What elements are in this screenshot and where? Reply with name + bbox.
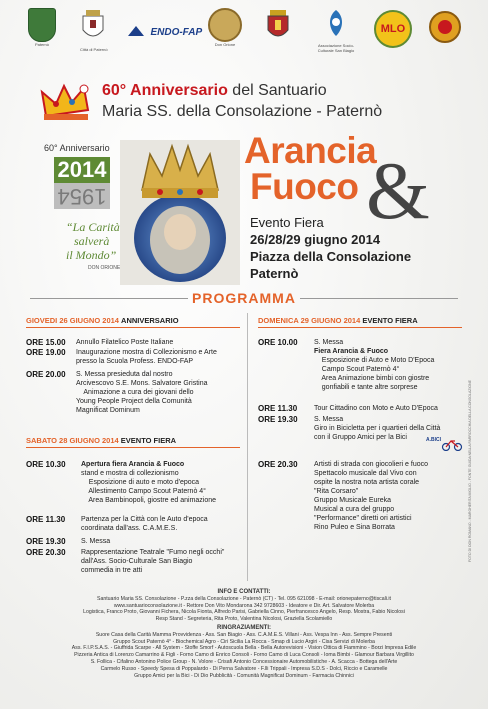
year-new: 2014 xyxy=(54,157,110,183)
day-title: ANNIVERSARIO xyxy=(121,316,179,325)
anniversary-heading-bold: 60° Anniversario xyxy=(102,82,228,99)
sponsor-logos xyxy=(22,8,470,60)
schedule-line: dall'Ass. Socio-Culturale San Biagio xyxy=(81,558,193,565)
gear-icon xyxy=(428,10,462,44)
provincia-logo xyxy=(266,8,290,47)
schedule-line: S. Messa xyxy=(81,538,111,545)
day-underline xyxy=(26,447,240,448)
bicycle-icon xyxy=(440,437,464,451)
schedule-line: Partenza per la Città con le Auto d'epoca xyxy=(81,516,208,523)
schedule-line: Spettacolo musicale dal Vivo con xyxy=(314,470,417,477)
schedule-time: ORE 19.30 xyxy=(258,415,298,424)
event-title-fuoco: Fuoco xyxy=(250,166,359,207)
info-line: Santuario Maria SS. Consolazione - P.zza della Consolazione - Paternò (CT) - Tel. 095 621098 - E-mail: orionepaterno@tiscali.it xyxy=(97,595,391,602)
quote-line: salverà xyxy=(74,234,110,248)
schedule-line: con il Gruppo Amici per la Bici xyxy=(314,434,407,441)
schedule-line: gonfiabili e tante altre sorprese xyxy=(314,384,418,391)
anniversary-heading-rest: del Santuario xyxy=(227,82,327,99)
schedule-line: stand e mostra di collezionismo xyxy=(81,470,179,477)
logo-caption: Don Orione xyxy=(214,42,236,47)
schedule-time: ORE 20.30 xyxy=(258,460,298,469)
schedule-line: commedia in tre atti xyxy=(81,567,143,574)
schedule-line: Magnificat Dominum xyxy=(76,407,140,414)
day-title: EVENTO FIERA xyxy=(120,436,177,445)
san-biagio-logo xyxy=(318,8,358,53)
thanks-line: Carmelo Russo - Speedy Spesa di Poppalardo - Di Perna Salvatore - F.lli Trippali - Impresa S.D.S - Dolci, Riccio e Caramelle xyxy=(100,665,388,672)
thanks-line: Suore Casa della Carità Mamma Provvidenza - Ass. San Biagio - Ass. C.A.M.E.S. Villani - Ass. Vespa Inn - Ass. Sempre Presenti xyxy=(95,631,393,638)
schedule-line: Allestimento Campo Scout Paternò 4° xyxy=(81,488,206,495)
info-line: Resp Stand - Segreteria, Rita Proto, Valentina Nicolosi, Graziella Scolamiello xyxy=(155,616,333,623)
city-crest-icon xyxy=(80,8,106,42)
gear-logo xyxy=(428,10,462,49)
schedule-line: S. Messa presieduta dal nostro xyxy=(76,371,173,378)
schedule-time: ORE 11.30 xyxy=(26,515,66,524)
info-line: www.santuarioconsolazione.it - Rettore Don Vito Mondarona 342 9728603 - Ideatore e Dir. Art. Salvatore Molerba xyxy=(113,602,375,609)
mlo-logo xyxy=(374,10,412,48)
year-badge xyxy=(54,157,110,209)
schedule-line: Annullo Filatelico Poste Italiane xyxy=(76,339,174,346)
comune-paterno-logo xyxy=(28,8,56,47)
schedule-line: Musical a cura del gruppo xyxy=(314,506,395,513)
sanctuary-name: Maria SS. della Consolazione - Paternò xyxy=(102,103,383,120)
schedule-line: Inaugurazione mostra di Collezionismo e Arte xyxy=(76,349,217,356)
schedule-time: ORE 15.00 xyxy=(26,338,66,347)
endo-fap-mark-icon xyxy=(126,24,146,38)
comune-shield-icon xyxy=(28,8,56,42)
endo-fap-logo xyxy=(126,22,202,40)
schedule-line: Campo Scout Paternò 4° xyxy=(314,366,400,373)
sixty-anniversary-caption: 60° Anniversario xyxy=(44,143,110,153)
logo-caption: Città di Paternò xyxy=(80,47,108,52)
photo-credit-note: FOTO DI DON ROMANO - MARGHERITA MIGLIO - FONTE GUIDA NELLA PARROCCHIA DELLA CONSOLAZIONE xyxy=(468,380,472,563)
schedule-line: S. Messa xyxy=(314,416,344,423)
san-biagio-mark-icon xyxy=(318,8,354,38)
schedule-line: "Rita Corsaro" xyxy=(314,488,359,495)
event-place: Piazza della Consolazione xyxy=(250,249,412,264)
schedule-time: ORE 19.00 xyxy=(26,348,66,357)
schedule-line: coordinata dall'ass. C.A.M.E.S. xyxy=(81,525,178,532)
amici-bici-text: A.BICI xyxy=(426,437,441,443)
thanks-line: Gruppo Scout Paternò 4° - Biochemical Agro - Ciri Sicilia La Rocca - Smap di Lucio Argiri - Cisa Servizi di Molerba xyxy=(113,638,375,645)
thanks-line: Gruppo Amici per la Bici - Di Dio Pubblicità - Comunità Magnificat Dominum - Farmacia Chinnici xyxy=(134,672,354,679)
schedule-line: "Performance" diretti ori artistici xyxy=(314,515,412,522)
quote-author: DON ORIONE xyxy=(88,265,121,271)
day-heading-saturday xyxy=(26,436,176,445)
event-title-arancia: Arancia xyxy=(244,130,377,171)
quote-line: il Mondo” xyxy=(66,248,117,262)
day-title: EVENTO FIERA xyxy=(362,316,418,325)
thanks-title: RINGRAZIAMENTI: xyxy=(217,624,271,631)
event-title-ampersand: & xyxy=(366,145,430,236)
day-underline xyxy=(26,327,240,328)
event-details xyxy=(250,214,411,282)
schedule-line: Young People Project della Comunità xyxy=(76,398,192,405)
schedule-time: ORE 10.00 xyxy=(258,338,298,347)
schedule-line: Fiera Arancia & Fuoco xyxy=(314,348,389,355)
don-orione-portrait-icon xyxy=(208,8,242,42)
anniversary-heading xyxy=(102,82,327,100)
schedule-line: Rino Puleo e Sina Borrata xyxy=(314,524,395,531)
day-date: DOMENICA 29 GIUGNO 2014 xyxy=(258,316,361,325)
footer xyxy=(0,589,488,679)
programma-rule-right xyxy=(300,298,458,299)
column-divider xyxy=(247,313,248,581)
day-heading-thursday xyxy=(26,316,179,325)
quote xyxy=(66,220,120,262)
schedule-line: Apertura fiera Arancia & Fuoco xyxy=(81,461,185,468)
programma-title: PROGRAMMA xyxy=(192,290,296,306)
schedule-line: Animazione a cura dei giovani dello xyxy=(76,389,194,396)
schedule-line: Tour Cittadino con Moto e Auto D'Epoca xyxy=(314,405,438,412)
year-old: 1954 xyxy=(54,183,110,209)
schedule-line: Rappresentazione Teatrale "Fumo negli occhi" xyxy=(81,549,225,556)
crown-icon xyxy=(40,80,100,122)
day-date: GIOVEDI 26 GIUGNO 2014 xyxy=(26,316,119,325)
schedule-time: ORE 20.00 xyxy=(26,370,66,379)
schedule-line: Esposizione di Auto e Moto D'Epoca xyxy=(314,357,435,364)
schedule-line: Area Animazione bimbi con giostre xyxy=(314,375,430,382)
don-orione-logo xyxy=(208,8,242,47)
schedule-line: S. Messa xyxy=(314,339,344,346)
schedule-line: presso la Scuola Profess. ENDO-FAP xyxy=(76,358,194,365)
thanks-line: S. Follica - Cifalino Antonino Police Group - N. Volore - Crisafi Antonio Concessionaire Automobilistiche - A. Scacca - Bottega dell'Arte xyxy=(90,658,398,665)
schedule-time: ORE 11.30 xyxy=(258,404,298,413)
programma-rule-left xyxy=(30,298,188,299)
schedule-line: ospite la nostra nota artista corale xyxy=(314,479,420,486)
schedule-line: Gruppo Musicale Eureka xyxy=(314,497,392,504)
info-title: INFO E CONTATTI: xyxy=(217,589,271,595)
day-heading-sunday xyxy=(258,316,418,325)
event-dates: 26/28/29 giugno 2014 xyxy=(250,232,381,247)
madonna-crown-image xyxy=(120,140,240,285)
schedule-line: Area Bambinopoli, giostre ed animazione xyxy=(81,497,217,504)
schedule-time: ORE 19.30 xyxy=(26,537,66,546)
day-underline xyxy=(258,327,462,328)
info-line: Logistica, Franco Proto, Giovanni Fichera, Nicola Fionta, Alfredo Parisi, Gabriella Cinno, Pierfrancesco Angelo, Resp. Mostra, Fabio Nicolosi xyxy=(83,609,405,616)
mlo-badge: MLO xyxy=(374,10,412,48)
quote-line: “La Carità xyxy=(66,220,120,234)
event-subtitle: Evento Fiera xyxy=(250,215,324,230)
provincia-crest-icon xyxy=(266,8,290,42)
thanks-line: Ass. F.I.P.S.A.S. - Giuffrida Scarpe - All System - Stoffe Smorf - Autoscuola Bella - Bella Autorevisioni - Vision Ottica di Fiammino - Borzi Impresa Edile xyxy=(71,645,417,652)
schedule-time: ORE 20.30 xyxy=(26,548,66,557)
schedule-line: Arcivescovo S.E. Mons. Salvatore Gristina xyxy=(76,380,208,387)
event-city: Paternò xyxy=(250,266,299,281)
citta-paterno-logo xyxy=(80,8,108,52)
logo-caption: Associazione Socio-Culturale San Biagio xyxy=(317,43,355,53)
schedule-time: ORE 10.30 xyxy=(26,460,66,469)
amici-bici-logo xyxy=(426,437,464,451)
schedule-line: Giro in Bicicletta per i quartieri della Città xyxy=(314,425,441,432)
thanks-line: Pizzeria Antica di Lorenzo Camarrino & Figli - Forno Camo di Enrico Consoli - Forno Camo di Luca Consoli - Ioma Bimbi - Glamour Barbara Virgillito xyxy=(74,652,414,659)
day-date: SABATO 28 GIUGNO 2014 xyxy=(26,436,119,445)
schedule-line: Artisti di strada con giocolieri e fuoco xyxy=(314,461,428,468)
schedule-line: Esposizione di auto e moto d'epoca xyxy=(81,479,200,486)
endo-fap-text: ENDO-FAP xyxy=(150,27,203,38)
logo-caption: Paternò xyxy=(34,42,49,47)
